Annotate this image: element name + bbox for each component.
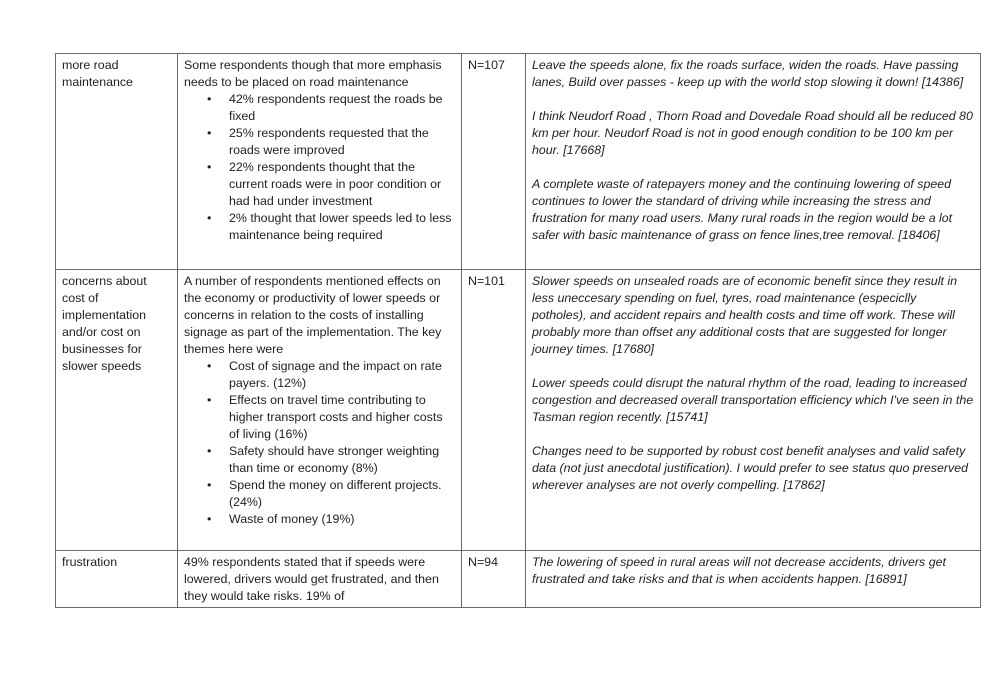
table-row — [56, 54, 981, 270]
quotes-cell — [526, 551, 981, 608]
list-item: • 2% thought that lower speeds led to less maintenance being required — [229, 210, 455, 244]
quote-text: Slower speeds on unsealed roads are of economic benefit since they result in less uneccesary spending on fuel, tyres, road maintenance (especiclly potholes), and accident repairs and health costs and time off work. These will probably more than offset any additional costs that are suggested for longer journey times. [17680] — [532, 274, 957, 356]
quote-text: Leave the speeds alone, fix the roads surface, widen the roads. Have passing lanes, Build over passes - keep up with the world stop slowing it down! [14386] — [532, 58, 964, 89]
quotes-cell — [526, 54, 981, 270]
list-item: • Spend the money on different projects. (24%) — [229, 477, 455, 511]
description-cell — [178, 551, 462, 608]
list-item: • Cost of signage and the impact on rate payers. (12%) — [229, 358, 455, 392]
bullet-list — [184, 358, 455, 528]
quote-text: Lower speeds could disrupt the natural rhythm of the road, leading to increased congestion and decreased overall transportation efficiency which I've seen in the Tasman region recently. [15741] — [532, 376, 974, 424]
feedback-themes-table — [55, 53, 981, 608]
list-item: • Waste of money (19%) — [229, 511, 455, 528]
count-cell: N=107 — [462, 54, 526, 270]
count-cell: N=94 — [462, 551, 526, 608]
list-item: • 25% respondents requested that the roads were improved — [229, 125, 455, 159]
bullet-list — [184, 91, 455, 244]
count-cell: N=101 — [462, 270, 526, 551]
quote-text: I think Neudorf Road , Thorn Road and Dovedale Road should all be reduced 80 km per hour. Neudorf Road is not in good enough condition to be 100 km per hour. [17668] — [532, 109, 973, 157]
description-cell — [178, 270, 462, 551]
quotes-cell — [526, 270, 981, 551]
quote-text: The lowering of speed in rural areas will not decrease accidents, drivers get frustrated and take risks and that is when accidents happen. [16891] — [532, 555, 946, 586]
list-item: • 42% respondents request the roads be fixed — [229, 91, 455, 125]
list-item: • Safety should have stronger weighting than time or economy (8%) — [229, 443, 455, 477]
description-cell — [178, 54, 462, 270]
description-text: A number of respondents mentioned effects on the economy or productivity of lower speeds or concerns in relation to the costs of installing signage as part of the implementation. The key themes here were — [184, 274, 442, 356]
theme-cell: concerns about cost of implementation and/or cost on businesses for slower speeds — [56, 270, 178, 551]
quote-text: A complete waste of ratepayers money and the continuing lowering of speed continues to lower the standard of driving while increasing the stress and frustration for many road users. Many rural roads in the region would be a lot safer with basic maintenance of grass on fence lines,tree removal. [18406] — [532, 177, 953, 242]
theme-cell: more road maintenance — [56, 54, 178, 270]
description-text: Some respondents though that more emphasis needs to be placed on road maintenance — [184, 58, 442, 89]
description-text: 49% respondents stated that if speeds were lowered, drivers would get frustrated, and then they would take risks. 19% of — [184, 555, 439, 603]
list-item: • 22% respondents thought that the current roads were in poor condition or had had under investment — [229, 159, 455, 210]
theme-cell: frustration — [56, 551, 178, 608]
quote-text: Changes need to be supported by robust cost benefit analyses and valid safety data (not just anecdotal justification). I would prefer to see status quo preserved wherever analyses are not overly compelling. [17862] — [532, 444, 968, 492]
table-row — [56, 551, 981, 608]
list-item: • Effects on travel time contributing to higher transport costs and higher costs of living (16%) — [229, 392, 455, 443]
table-row — [56, 270, 981, 551]
